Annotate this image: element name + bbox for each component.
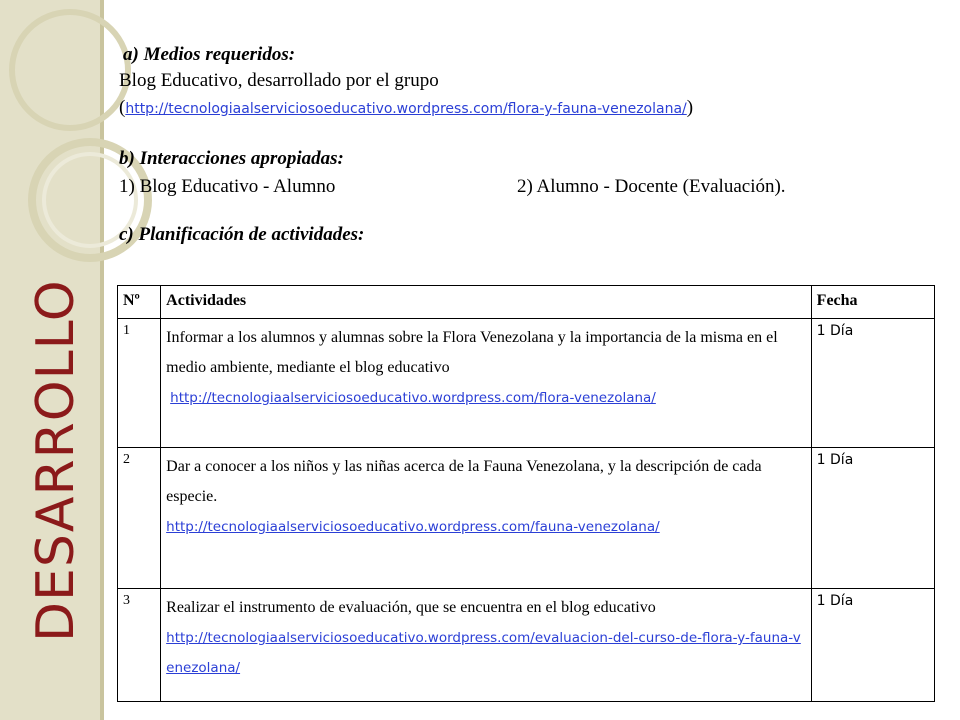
table-row xyxy=(118,448,935,589)
row-date: 1 Día xyxy=(811,589,934,702)
activity-link[interactable]: http://tecnologiaalserviciosoeducativo.wordpress.com/flora-venezolana/ xyxy=(170,390,656,406)
paren-open: ( xyxy=(119,97,126,118)
section-b-heading: b) Interacciones apropiadas: xyxy=(119,148,344,169)
activity-link[interactable]: http://tecnologiaalserviciosoeducativo.wordpress.com/evaluacion-del-curso-de-flora-y-fauna-venezolana/ xyxy=(166,630,801,676)
table-header-row xyxy=(118,286,935,319)
row-number: 1 xyxy=(118,319,161,448)
row-date: 1 Día xyxy=(811,319,934,448)
paren-close: ) xyxy=(686,97,694,118)
section-a-link-line xyxy=(119,97,693,120)
blog-link[interactable]: http://tecnologiaalserviciosoeducativo.wordpress.com/flora-y-fauna-venezolana/ xyxy=(125,101,687,117)
header-date: Fecha xyxy=(811,286,934,319)
activity-link[interactable]: http://tecnologiaalserviciosoeducativo.wordpress.com/fauna-venezolana/ xyxy=(166,519,660,535)
row-date: 1 Día xyxy=(811,448,934,589)
slide-title: DESARROLLO xyxy=(26,279,86,642)
activity-text: Dar a conocer a los niños y las niñas acerca de la Fauna Venezolana, y la descripción de cada especie. xyxy=(166,458,762,505)
section-a-text: Blog Educativo, desarrollado por el grupo xyxy=(119,70,439,91)
row-activity xyxy=(161,589,812,702)
row-number: 2 xyxy=(118,448,161,589)
section-a-heading: a) Medios requeridos: xyxy=(123,44,296,65)
interaction-item-2: 2) Alumno - Docente (Evaluación). xyxy=(517,176,786,197)
activity-text: Informar a los alumnos y alumnas sobre la Flora Venezolana y la importancia de la misma en el medio ambiente, mediante el blog educativo xyxy=(166,329,778,376)
table-row xyxy=(118,319,935,448)
row-activity xyxy=(161,448,812,589)
row-activity xyxy=(161,319,812,448)
activity-text: Realizar el instrumento de evaluación, que se encuentra en el blog educativo xyxy=(166,599,656,616)
row-number: 3 xyxy=(118,589,161,702)
section-c-heading: c) Planificación de actividades: xyxy=(119,224,365,245)
header-activities: Actividades xyxy=(161,286,812,319)
activities-table xyxy=(117,285,935,702)
table-row xyxy=(118,589,935,702)
interaction-item-1: 1) Blog Educativo - Alumno xyxy=(119,176,336,197)
header-num: Nº xyxy=(118,286,161,319)
